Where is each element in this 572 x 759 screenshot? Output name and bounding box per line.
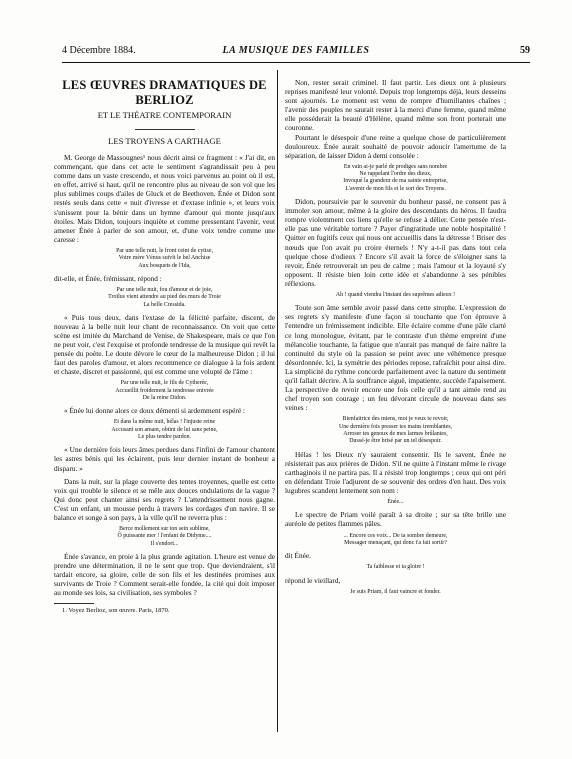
verse-block [285,533,506,548]
verse-line: Ah ! quand viendra l'instant des suprêmes adieux ! [335,291,456,298]
verse-line: Invoqué la grandeur de ma sainte entreprise, [343,178,448,185]
verse-line: Le plus tendre pardon. [138,434,191,441]
verse-block [285,499,506,506]
verse-line: Votre mère Vénus suivit le bel Anchise [118,255,211,262]
verse-line: Ta faiblesse et ta gloire ! [366,564,425,571]
verse-block [54,419,275,441]
verse-line: Bienfaitrice des miens, moi je veux te revoir, [342,416,449,423]
verse-line: Il s'endort... [150,540,179,547]
paragraph: Didon, poursuivie par le souvenir du bonheur passé, ne consent pas à immoler son amour, même à la gloire des descendants du héros. Il faudra rompre violemment ces liens qu'elle se refuse à délier. Cette pensée n'est-elle pas une véritable torture ? Payer d'ingratitude une noble hospitalité ! Quitter en fugitifs ceux qui nous ont accueillis dans la détresse ! Briser des nœuds que l'on avait pu croire éternels ! N'y a-t-il pas dans tout cela quelque chose d'odieux ? Encore s'il avait la force de s'éloigner sans la revoir, Énée retrouverait un peu de calme ; mais l'amour et la loyauté s'y opposent. Il résiste bien loin cette idée et s'abandonne à ses pénibles réflexions. [285,197,506,288]
verse-line: Messager menaçant, qui donc t'a fait sortir? [344,539,447,546]
verse-line: Une dernière fois presser tes mains tremblantes, [338,423,453,430]
verse-line: Ô puissante mer ! l'enfant de Didyme.... [117,533,212,540]
paragraph: Toute son âme semble avoir passé dans cette strophe. L'expression de ses regrets s'y manifeste d'une façon si touchante que l'on éprouve à l'entendre un frémissement indicible. Elle éclaire comme d'une pâle clarté ce long monologue, évitant, par le contraste d'un thème empreint d'une mélancolie touchante, la fatigue que n'aurait pas manqué de faire naître la continuité du style où la passion se peint avec une véhémence presque désordonnée. Ici, la symétrie des périodes repose, rafraîchit pour ainsi dire. La simplicité du rythme concorde parfaitement avec la nature du sentiment qu'il fallait décrire. A la souffrance aiguë, impatiente, succède l'apaisement. La perspective de revoir encore une fois celle qu'il a tant aimée rend au chef troyen son courage ; un feu dévorant circule de nouveau dans ses veines : [285,303,506,413]
verse-block [54,248,275,270]
header-rule [62,62,530,63]
verse-line: Par une telle nuit, le front ceint de cytise, [116,247,213,254]
paragraph: « Une dernière fois leurs âmes perdues dans l'infini de l'amour chantent les astres bénis qui les éclairent, puis leur dernier instant de bonheur a disparu. » [54,445,275,473]
paragraph: dit-elle, et Énée, frémissant, répond : [54,273,162,283]
verse-line: L'avenir de mon fils et le sort des Troyens. [345,185,446,192]
paragraph: M. George de Massougnes¹ nous décrit ainsi ce fragment : « J'ai dit, en commençant, que dans cet acte le sentiment s'agrandissait peu à peu comme dans un vaste crescendo, et nous voici parvenus au point où il est, en effet, arrivé si haut, qu'il ne rencontre plus au niveau de son vol que les plus sublimes coups d'ailes de Gluck et de Beethoven. Énée et Didon sont restés seuls dans cette « nuit d'ivresse et d'extase infinie », et leurs voix s'unissent pour la bénir dans un hymne d'amour qui monte jusqu'aux étoiles. Mais Didon, toujours inquiète et comme pressentant l'avenir, veut amener Énée à parler de son amour, et, d'une voix tendre comme une caresse : [54,153,275,244]
verse-line: Dussé-je être brisé par un tel désespoir. [349,438,442,445]
paragraph: Pourtant le désespoir d'une reine a quelque chose de particulièrement douloureux. Énée aurait souhaité de pouvoir adoucir l'amertume de la séparation, de laisser Didon à demi consolée : [285,132,506,160]
verse-block [285,292,506,299]
right-column [285,78,506,730]
paragraph: Dans la nuit, sur la plage couverte des tentes troyennes, quelle est cette voix qui trouble le silence et se mêle aux douces ondulations de la vague ? Qui donc peut chanter ainsi ses regrets ? L'attendrissement nous gagne. C'est un enfant, un mousse perdu à travers les cordages d'un navire. Il se balance et songe à son pays, à la ville qu'il ne reverra plus : [54,476,275,522]
verse-line: Troïlus vient attendre au pied des murs de Troie [108,294,221,301]
verse-block [54,380,275,402]
verse-block [54,287,275,309]
running-header [62,44,530,58]
footnote: 1. Voyez Berlioz, son œuvre. Paris, 1870. [62,607,170,615]
verse-line: Accueillit froidement la tendresse enivrée [115,387,214,394]
verse-line: Et dans la même nuit, hélas ! l'injuste reine [113,419,216,426]
verse-line: Par une telle nuit, le fils de Cytherée, [120,380,209,387]
verse-line: Ne rappelant l'ordre des dieux, [359,171,432,178]
paragraph: Hélas ! les Dieux n'y sauraient consentir. Ils le savent, Énée ne résisterait pas aux prières de Didon. S'il ne quitte à l'instant même le rivage carthaginois il ne partira pas. Il a résisté trop longtemps ; ceux qui ont péri en défendant Troie l'adjurent de se souvenir des ordres d'en haut. Des voix lugubres scandent lentement son nom : [285,449,506,495]
verse-line: Par une telle nuit, fou d'amour et de joie, [116,286,213,293]
left-column [54,78,275,730]
header-title: LA MUSIQUE DES FAMILLES [222,45,370,56]
verse-line: ... Encore ces voix... De ta sombre demeure, [343,532,448,539]
page-number: 59 [520,45,530,56]
article-title: LES ŒUVRES DRAMATIQUES DE BERLIOZ [62,78,267,107]
title-rule [135,129,195,130]
paragraph: dit Énée. [285,551,311,561]
verse-block [285,416,506,445]
verse-line: Accusant son amant, obtint de lui sans peine, [111,426,218,433]
verse-line: En vain ai-je parlé de prodiges sans nombre [343,163,448,170]
paragraph: « Énée lui donne alors ce doux démenti si ardemment espéré : [64,406,245,416]
verse-line: La belle Cressida. [143,301,186,308]
paragraph: Non, rester serait criminel. Il faut partir. Les dieux ont à plusieurs reprises manifesté leur volonté. Depuis trop longtemps déjà, leurs desseins sont ajournés. Le moment est venu de rompre d'humiliantes chaînes ; l'avenir des peuples ne saurait rester à la merci d'une femme, quand même elle posséderait la beauté d'Hélène, quand même son front porterait une couronne. [285,78,506,133]
header-date: 4 Décembre 1884. [62,45,136,56]
verse-line: Énée... [387,499,404,506]
article-subtitle: ET LE THÉATRE CONTEMPORAIN [97,110,232,120]
verse-block [54,526,275,548]
paragraph: Le spectre de Priam voilé paraît à sa droite ; sur sa tête brille une auréole de petites flammes pâles. [285,510,506,529]
section-heading: LES TROYENS A CARTHAGE [108,136,221,146]
paragraph: « Puis tous deux, dans l'extase de la félicité parfaite, discent, de nouveau à la belle nuit leur chant de reconnaissance. On voit que cette scène est imitée du Marchand de Venise, de Shakespeare, mais ce que l'on ne peut voir, c'est l'exquise et profonde tendresse de la musique qui revêt la pensée du poète. Le doute dévore le cœur de la malheureuse Didon ; il lui faut des paroles d'amour, et alors recommence ce dialogue à la fois ardent et chaste, discret et passionné, qui est comme une volupté de l'âme : [54,312,275,377]
verse-line: Arroser tes genoux de mes larmes brûlantes, [343,430,448,437]
verse-line: De la reine Didon. [142,395,187,402]
footnote-rule [54,603,94,604]
paragraph: répond le vieillard, [285,575,341,585]
verse-line: Je suis Priam, il faut vaincre et fonder. [350,588,441,595]
verse-block [285,589,506,596]
column-divider [277,70,278,732]
paragraph: Énée s'avance, en proie à la plus grande agitation. L'heure est venue de prendre une détermination, il ne le sent que trop. Que deviendraient, s'il tardait encore, sa gloire, celle de son fils et les destinées promises aux survivants de Troie ? Comment serait-elle fondée, la cité qui doit imposer au monde ses lois, sa civilisation, ses symboles ? [54,551,275,598]
verse-block [285,564,506,571]
verse-block [285,164,506,193]
verse-line: Aux bosquets de l'Ida, [138,262,191,269]
verse-line: Berce mollement sur ton sein sublime, [119,526,210,533]
